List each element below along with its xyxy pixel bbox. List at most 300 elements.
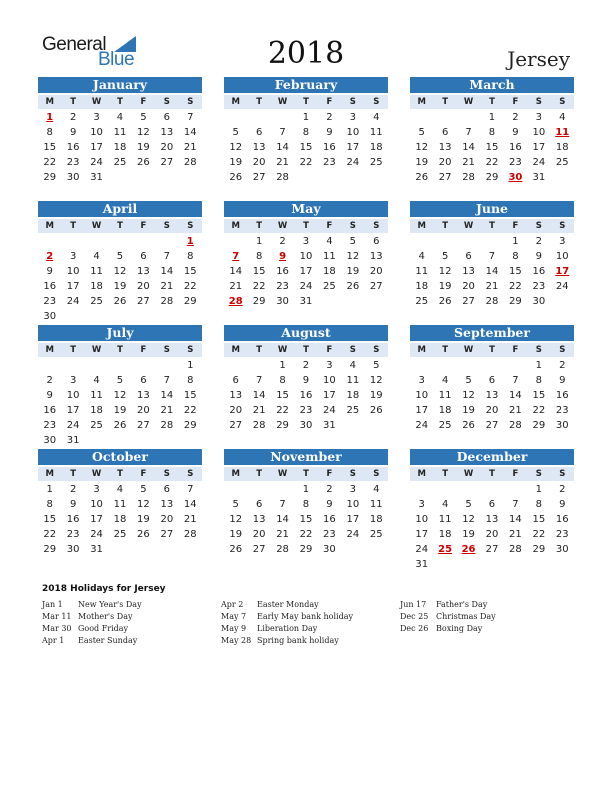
day-cell: 27	[485, 544, 499, 555]
empty-cell	[480, 234, 503, 249]
day-cell: 6	[441, 127, 449, 138]
empty-cell	[85, 358, 108, 373]
empty-cell	[457, 482, 480, 497]
day-cell: 23	[276, 281, 289, 292]
holiday-column	[400, 599, 570, 635]
weekday-label: W	[91, 221, 102, 231]
day-cell: 19	[137, 142, 150, 153]
page-title-year: 2018	[267, 36, 345, 71]
empty-cell	[108, 358, 131, 373]
day-cell: 4	[441, 499, 449, 510]
day-cell: 25	[415, 296, 429, 307]
day-cell: 14	[276, 514, 289, 525]
day-cell: 14	[509, 390, 522, 401]
holiday-name: Spring bank holiday	[257, 636, 339, 645]
day-cell: 25	[90, 296, 103, 307]
day-cell: 7	[187, 112, 194, 123]
weekday-label: S	[535, 97, 542, 107]
day-cell: 11	[369, 499, 383, 510]
day-grid	[224, 234, 388, 309]
day-cell: 15	[299, 142, 313, 153]
day-cell: 5	[465, 375, 472, 386]
day-cell: 10	[532, 127, 546, 138]
weekday-label: T	[117, 221, 123, 231]
day-cell: 5	[441, 251, 449, 262]
day-grid	[410, 482, 574, 572]
day-cell: 17	[90, 514, 103, 525]
day-cell: 5	[232, 127, 239, 138]
day-cell: 12	[462, 390, 475, 401]
day-cell: 14	[183, 499, 197, 510]
day-grid	[410, 234, 574, 309]
weekday-label: S	[187, 97, 194, 107]
holiday-day-cell: 11	[555, 127, 570, 138]
day-cell: 13	[137, 266, 150, 277]
day-cell: 1	[512, 236, 519, 247]
day-cell: 12	[113, 390, 127, 401]
day-cell: 3	[418, 375, 425, 386]
month-title: November	[224, 449, 388, 465]
day-cell: 6	[140, 375, 147, 386]
weekday-label: M	[417, 345, 426, 355]
weekday-label: S	[535, 469, 542, 479]
day-cell: 4	[373, 484, 380, 495]
empty-cell	[433, 358, 456, 373]
empty-cell	[108, 234, 131, 249]
day-cell: 1	[535, 484, 543, 495]
empty-cell	[271, 482, 294, 497]
month-september	[410, 325, 574, 433]
day-cell: 19	[229, 157, 243, 168]
holiday-entry	[400, 623, 570, 635]
day-cell: 7	[488, 251, 496, 262]
day-cell: 31	[415, 559, 429, 570]
day-cell: 22	[532, 405, 546, 416]
day-cell: 2	[512, 112, 519, 123]
day-cell: 10	[299, 251, 313, 262]
day-cell: 19	[229, 529, 243, 540]
day-cell: 9	[302, 375, 310, 386]
weekday-header	[410, 95, 574, 109]
day-cell: 29	[183, 296, 197, 307]
empty-cell	[410, 234, 433, 249]
weekday-label: T	[303, 469, 309, 479]
day-cell: 2	[279, 236, 286, 247]
month-june	[410, 201, 574, 309]
day-cell: 29	[252, 296, 266, 307]
weekday-label: W	[463, 221, 474, 231]
holiday-entry	[42, 635, 212, 647]
day-cell: 13	[160, 127, 174, 138]
day-cell: 23	[555, 405, 569, 416]
day-cell: 15	[43, 514, 57, 525]
holiday-date: Dec 25	[400, 612, 429, 621]
day-cell: 16	[323, 142, 336, 153]
month-march	[410, 77, 574, 185]
day-cell: 21	[509, 529, 522, 540]
day-cell: 22	[509, 281, 522, 292]
day-cell: 20	[485, 529, 499, 540]
day-cell: 20	[137, 405, 150, 416]
holiday-entry	[221, 611, 391, 623]
day-cell: 3	[535, 112, 543, 123]
day-cell: 15	[276, 390, 289, 401]
weekday-header	[410, 467, 574, 481]
holiday-column	[221, 599, 391, 647]
region-label: Jersey	[507, 47, 570, 71]
weekday-label: F	[326, 97, 333, 107]
day-cell: 10	[323, 375, 336, 386]
day-cell: 29	[485, 172, 499, 183]
month-may	[224, 201, 388, 309]
day-cell: 9	[559, 375, 566, 386]
day-cell: 12	[229, 142, 243, 153]
day-cell: 22	[276, 405, 289, 416]
holiday-entry	[42, 599, 212, 611]
day-cell: 26	[137, 157, 150, 168]
holiday-day-cell: 26	[461, 544, 476, 555]
day-cell: 30	[276, 296, 289, 307]
month-october	[38, 449, 202, 557]
day-cell: 23	[323, 157, 336, 168]
day-cell: 20	[462, 281, 475, 292]
day-cell: 8	[46, 499, 53, 510]
month-title: September	[410, 325, 574, 341]
holiday-date: Mar 11	[42, 612, 72, 621]
weekday-label: T	[70, 345, 77, 355]
day-cell: 11	[90, 390, 103, 401]
empty-cell	[61, 234, 84, 249]
day-cell: 3	[349, 484, 357, 495]
weekday-label: S	[373, 469, 380, 479]
day-cell: 4	[93, 251, 100, 262]
weekday-label: S	[349, 469, 356, 479]
day-cell: 24	[66, 420, 80, 431]
weekday-label: T	[442, 469, 449, 479]
weekday-label: W	[91, 345, 102, 355]
day-cell: 1	[302, 112, 310, 123]
weekday-label: T	[256, 97, 263, 107]
day-cell: 29	[532, 544, 546, 555]
empty-cell	[410, 110, 433, 125]
day-cell: 31	[323, 420, 336, 431]
day-cell: 7	[465, 127, 472, 138]
day-cell: 26	[438, 296, 452, 307]
weekday-label: F	[512, 97, 519, 107]
weekday-label: T	[117, 97, 123, 107]
empty-cell	[410, 482, 433, 497]
weekday-label: T	[303, 97, 309, 107]
weekday-label: S	[163, 97, 170, 107]
day-grid	[410, 358, 574, 433]
weekday-label: T	[256, 469, 263, 479]
day-cell: 24	[555, 281, 569, 292]
day-cell: 13	[137, 390, 150, 401]
day-cell: 24	[532, 157, 546, 168]
day-cell: 6	[488, 499, 496, 510]
empty-cell	[61, 358, 84, 373]
weekday-label: S	[163, 221, 170, 231]
day-cell: 22	[183, 281, 197, 292]
day-cell: 13	[485, 514, 499, 525]
day-cell: 8	[187, 375, 194, 386]
day-cell: 27	[160, 529, 174, 540]
weekday-label: M	[231, 97, 240, 107]
day-cell: 10	[415, 390, 429, 401]
day-cell: 10	[90, 127, 103, 138]
weekday-label: M	[45, 469, 54, 479]
day-cell: 26	[369, 405, 383, 416]
day-cell: 29	[299, 544, 313, 555]
empty-cell	[38, 358, 61, 373]
day-cell: 9	[512, 127, 519, 138]
day-cell: 28	[160, 296, 174, 307]
day-cell: 29	[183, 420, 197, 431]
month-april	[38, 201, 202, 324]
day-cell: 12	[137, 499, 150, 510]
weekday-label: F	[326, 221, 333, 231]
weekday-label: S	[187, 221, 194, 231]
weekday-label: S	[349, 221, 356, 231]
day-cell: 30	[323, 544, 336, 555]
day-cell: 2	[69, 112, 77, 123]
day-cell: 18	[323, 266, 336, 277]
day-cell: 16	[43, 405, 57, 416]
day-cell: 14	[160, 266, 174, 277]
day-cell: 3	[69, 251, 77, 262]
month-title: March	[410, 77, 574, 93]
weekday-label: W	[463, 469, 474, 479]
empty-cell	[155, 358, 178, 373]
day-cell: 23	[43, 420, 57, 431]
day-cell: 23	[509, 157, 522, 168]
day-cell: 15	[509, 266, 522, 277]
day-cell: 13	[462, 266, 475, 277]
day-cell: 6	[255, 127, 263, 138]
day-cell: 8	[302, 127, 310, 138]
day-cell: 20	[252, 529, 266, 540]
day-cell: 19	[346, 266, 360, 277]
day-cell: 23	[323, 529, 336, 540]
day-cell: 7	[512, 499, 519, 510]
day-cell: 31	[90, 544, 103, 555]
day-cell: 22	[43, 157, 57, 168]
day-cell: 9	[69, 499, 77, 510]
empty-cell	[132, 358, 155, 373]
day-cell: 29	[43, 172, 57, 183]
day-cell: 30	[66, 544, 80, 555]
empty-cell	[433, 234, 456, 249]
holiday-name: Father's Day	[436, 600, 488, 609]
day-cell: 20	[229, 405, 243, 416]
month-title: July	[38, 325, 202, 341]
day-cell: 16	[509, 142, 522, 153]
day-cell: 13	[252, 514, 266, 525]
day-cell: 31	[299, 296, 313, 307]
day-cell: 9	[326, 127, 333, 138]
day-cell: 5	[418, 127, 425, 138]
empty-cell	[247, 358, 270, 373]
weekday-label: S	[187, 469, 194, 479]
day-cell: 23	[532, 281, 546, 292]
day-cell: 11	[438, 390, 452, 401]
weekday-label: M	[231, 221, 240, 231]
day-cell: 6	[373, 236, 380, 247]
day-cell: 24	[90, 529, 103, 540]
weekday-header	[224, 467, 388, 481]
day-cell: 26	[137, 529, 150, 540]
day-cell: 5	[232, 499, 239, 510]
weekday-label: T	[303, 345, 309, 355]
holiday-name: Mother's Day	[78, 612, 133, 621]
day-cell: 16	[555, 514, 569, 525]
day-cell: 4	[93, 375, 100, 386]
weekday-label: M	[45, 221, 54, 231]
weekday-header	[410, 343, 574, 357]
holiday-day-cell: 17	[555, 266, 570, 277]
day-cell: 20	[160, 514, 174, 525]
weekday-label: T	[70, 97, 77, 107]
holiday-name: Christmas Day	[436, 612, 496, 621]
day-cell: 25	[369, 529, 383, 540]
day-cell: 19	[113, 405, 127, 416]
day-cell: 5	[116, 375, 124, 386]
day-cell: 19	[137, 514, 150, 525]
empty-cell	[85, 234, 108, 249]
empty-cell	[271, 110, 294, 125]
day-cell: 26	[113, 420, 127, 431]
weekday-label: F	[326, 469, 333, 479]
day-cell: 8	[302, 499, 310, 510]
weekday-label: W	[277, 345, 288, 355]
weekday-header	[38, 467, 202, 481]
day-cell: 20	[252, 157, 266, 168]
day-cell: 13	[229, 390, 243, 401]
holiday-date: Dec 26	[400, 624, 429, 633]
day-cell: 27	[160, 157, 174, 168]
empty-cell	[224, 358, 247, 373]
day-cell: 28	[276, 172, 289, 183]
day-cell: 25	[323, 281, 336, 292]
day-grid	[38, 482, 202, 557]
day-cell: 21	[229, 281, 243, 292]
day-cell: 5	[140, 112, 147, 123]
weekday-label: S	[163, 469, 170, 479]
day-cell: 7	[187, 484, 194, 495]
day-cell: 7	[512, 375, 519, 386]
day-cell: 17	[323, 390, 336, 401]
weekday-label: S	[349, 97, 356, 107]
day-cell: 17	[532, 142, 546, 153]
day-cell: 19	[438, 281, 452, 292]
weekday-label: W	[277, 97, 288, 107]
day-cell: 15	[485, 142, 499, 153]
weekday-label: W	[277, 469, 288, 479]
weekday-label: M	[417, 221, 426, 231]
day-cell: 27	[252, 172, 266, 183]
day-cell: 11	[113, 127, 127, 138]
day-cell: 24	[323, 405, 336, 416]
day-cell: 24	[415, 544, 429, 555]
day-cell: 3	[69, 375, 77, 386]
day-cell: 20	[137, 281, 150, 292]
day-cell: 16	[323, 514, 336, 525]
weekday-label: T	[489, 345, 495, 355]
day-cell: 15	[43, 142, 57, 153]
day-cell: 5	[140, 484, 147, 495]
day-cell: 5	[116, 251, 124, 262]
holiday-day-cell: 28	[228, 296, 243, 307]
day-cell: 7	[163, 375, 171, 386]
month-november	[224, 449, 388, 557]
day-cell: 8	[255, 251, 263, 262]
day-cell: 4	[326, 236, 333, 247]
day-cell: 6	[232, 375, 239, 386]
day-cell: 26	[462, 420, 475, 431]
day-cell: 14	[462, 142, 475, 153]
holiday-date: Mar 30	[42, 624, 72, 633]
day-cell: 1	[255, 236, 263, 247]
day-cell: 18	[369, 514, 383, 525]
weekday-label: W	[91, 97, 102, 107]
day-cell: 8	[46, 127, 53, 138]
day-cell: 2	[559, 484, 566, 495]
day-cell: 21	[183, 142, 197, 153]
empty-cell	[247, 482, 270, 497]
weekday-label: W	[463, 97, 474, 107]
day-cell: 28	[183, 157, 197, 168]
day-cell: 13	[438, 142, 452, 153]
weekday-label: F	[326, 345, 333, 355]
holiday-date: Jan 1	[42, 600, 63, 609]
day-cell: 27	[252, 544, 266, 555]
holiday-name: Good Friday	[78, 624, 129, 633]
day-cell: 30	[299, 420, 313, 431]
weekday-label: T	[70, 221, 77, 231]
empty-cell	[224, 482, 247, 497]
day-cell: 15	[183, 390, 197, 401]
day-cell: 31	[90, 172, 103, 183]
weekday-label: F	[512, 221, 519, 231]
day-cell: 1	[187, 360, 194, 371]
day-cell: 28	[509, 420, 522, 431]
day-cell: 1	[488, 112, 496, 123]
day-cell: 16	[66, 142, 80, 153]
day-cell: 17	[346, 142, 360, 153]
day-cell: 12	[462, 514, 475, 525]
day-cell: 18	[113, 142, 127, 153]
day-grid	[224, 482, 388, 557]
day-cell: 4	[116, 484, 124, 495]
empty-cell	[433, 482, 456, 497]
day-cell: 6	[163, 484, 171, 495]
month-title: December	[410, 449, 574, 465]
day-cell: 27	[438, 172, 452, 183]
weekday-label: T	[489, 469, 495, 479]
day-cell: 24	[346, 157, 360, 168]
day-cell: 13	[369, 251, 383, 262]
day-cell: 22	[532, 529, 546, 540]
weekday-label: S	[559, 345, 566, 355]
day-cell: 25	[113, 529, 127, 540]
day-cell: 22	[43, 529, 57, 540]
holiday-day-cell: 30	[508, 172, 523, 183]
empty-cell	[504, 482, 527, 497]
weekday-label: W	[277, 221, 288, 231]
day-cell: 31	[66, 435, 80, 446]
holiday-entry	[221, 623, 391, 635]
weekday-header	[38, 95, 202, 109]
